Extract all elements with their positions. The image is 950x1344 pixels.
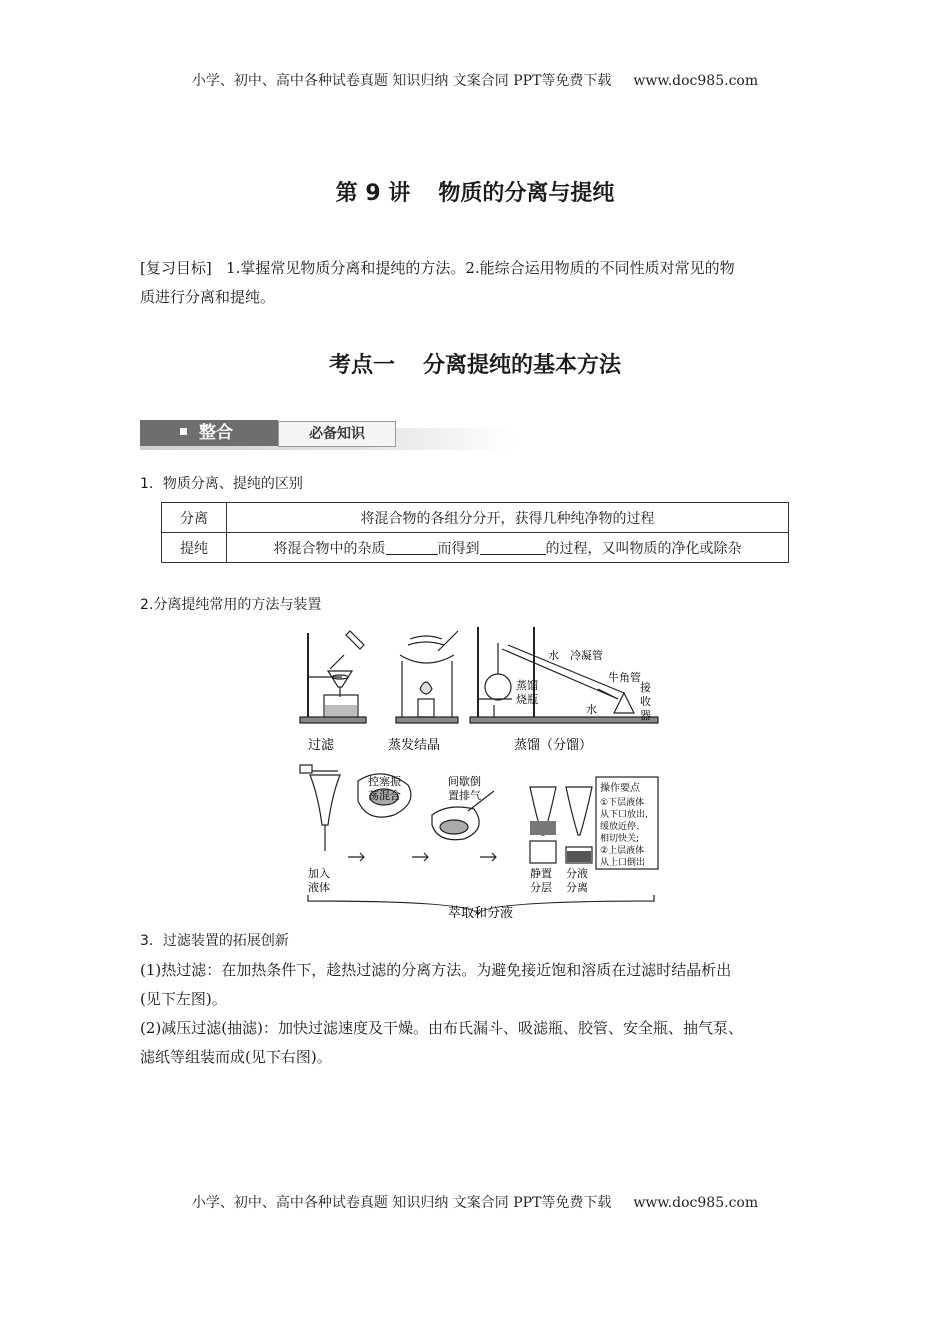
label-receiver-2: 收 <box>640 695 651 708</box>
note-line: 相切快关; <box>600 834 640 844</box>
review-tag: [复习目标] <box>140 259 212 277</box>
label-settle-2: 分层 <box>530 881 552 894</box>
p1-line-2: (见下左图)。 <box>140 990 227 1008</box>
table-row <box>162 533 789 563</box>
label-vent-1: 间歇倒 <box>448 775 481 788</box>
filtration-apparatus <box>300 631 366 723</box>
footer-text: 小学、初中、高中各种试卷真题 知识归纳 文案合同 PPT等免费下载 <box>191 1195 612 1211</box>
lecture-number: 第 9 讲 <box>335 181 411 206</box>
label-settle-1: 静置 <box>530 867 552 880</box>
label-receiver-3: 器 <box>640 709 651 722</box>
row-content: 将混合物的各组分分开，获得几种纯净物的过程 <box>227 503 789 533</box>
section-title <box>0 348 950 379</box>
label-evaporation: 蒸发结晶 <box>388 738 441 753</box>
notes-title: 操作要点 <box>600 783 640 794</box>
label-separate-1: 分液 <box>566 867 588 880</box>
label-separate-2: 分离 <box>566 881 588 894</box>
row-label: 分离 <box>162 503 227 533</box>
review-line-2: 质进行分离和提纯。 <box>140 288 276 306</box>
p2-line-1: (2)减压过滤(抽滤)：加快过滤速度及干燥。由布氏漏斗、吸滤瓶、胶管、安全瓶、抽气泵、 <box>140 1019 743 1037</box>
fill-text-3: 的过程，又叫物质的净化或除杂 <box>545 540 742 557</box>
banner-right: 必备知识 <box>278 421 396 447</box>
label-shake-2: 荡混合 <box>368 789 401 802</box>
label-shake-1: 控塞振 <box>368 775 401 788</box>
note-line: ②上层液体 <box>600 846 645 856</box>
label-water-out: 水 <box>586 703 597 716</box>
label-vent-2: 置排气 <box>448 789 481 802</box>
item3-heading: 3．过滤装置的拓展创新 <box>140 933 289 949</box>
fill-text-1: 将混合物中的杂质 <box>273 540 386 557</box>
label-water-in: 水 <box>548 649 559 662</box>
section-point: 考点一 <box>328 353 395 378</box>
label-add-2: 液体 <box>308 881 330 894</box>
page-header <box>0 70 950 90</box>
header-text: 小学、初中、高中各种试卷真题 知识归纳 文案合同 PPT等免费下载 <box>191 73 612 89</box>
label-distillation: 蒸馏（分馏） <box>514 738 593 753</box>
lecture-name: 物质的分离与提纯 <box>438 181 615 206</box>
fill-blank <box>386 540 438 555</box>
fill-blank <box>480 540 546 555</box>
knowledge-banner <box>140 420 516 450</box>
label-receiver-1: 接 <box>640 681 651 694</box>
header-site[interactable]: www.doc985.com <box>633 73 759 89</box>
page-footer <box>0 1192 950 1212</box>
p1-line-1: (1)热过滤：在加热条件下，趁热过滤的分离方法。为避免接近饱和溶质在过滤时结晶析出 <box>140 961 732 979</box>
note-line: 缓放近停、 <box>600 822 646 832</box>
footer-site[interactable]: www.doc985.com <box>633 1195 759 1211</box>
banner-left <box>140 420 278 446</box>
label-add-1: 加入 <box>308 867 330 880</box>
page-title <box>0 176 950 207</box>
label-adapter: 牛角管 <box>608 671 641 684</box>
note-line: 从上口倒出 <box>600 858 646 868</box>
label-filtration: 过滤 <box>308 738 335 753</box>
apparatus-figure <box>298 625 660 920</box>
evaporation-apparatus <box>396 631 458 723</box>
review-line-1: 1.掌握常见物质分离和提纯的方法。2.能综合运用物质的不同性质对常见的物 <box>226 259 735 277</box>
banner-left-label: 整合 <box>199 423 233 443</box>
fill-text-2: 而得到 <box>437 540 480 557</box>
note-line: 从下口放出, <box>600 810 648 820</box>
row-content <box>227 533 789 563</box>
figure-caption: 萃取和分液 <box>448 906 514 920</box>
label-condenser: 冷凝管 <box>570 649 603 662</box>
table-row <box>162 503 789 533</box>
label-flask-1: 蒸馏 <box>516 679 538 692</box>
note-line: ①下层液体 <box>600 798 645 808</box>
p2-line-2: 滤纸等组装而成(见下右图)。 <box>140 1048 332 1066</box>
item1-heading: 1．物质分离、提纯的区别 <box>140 476 303 492</box>
row-label: 提纯 <box>162 533 227 563</box>
square-icon <box>180 428 187 435</box>
label-flask-2: 烧瓶 <box>516 693 538 706</box>
comparison-table <box>161 502 789 563</box>
item3-paragraphs <box>140 956 812 1072</box>
section-name: 分离提纯的基本方法 <box>423 353 622 378</box>
review-goals <box>140 254 812 312</box>
item2-heading: 2.分离提纯常用的方法与装置 <box>140 597 322 613</box>
